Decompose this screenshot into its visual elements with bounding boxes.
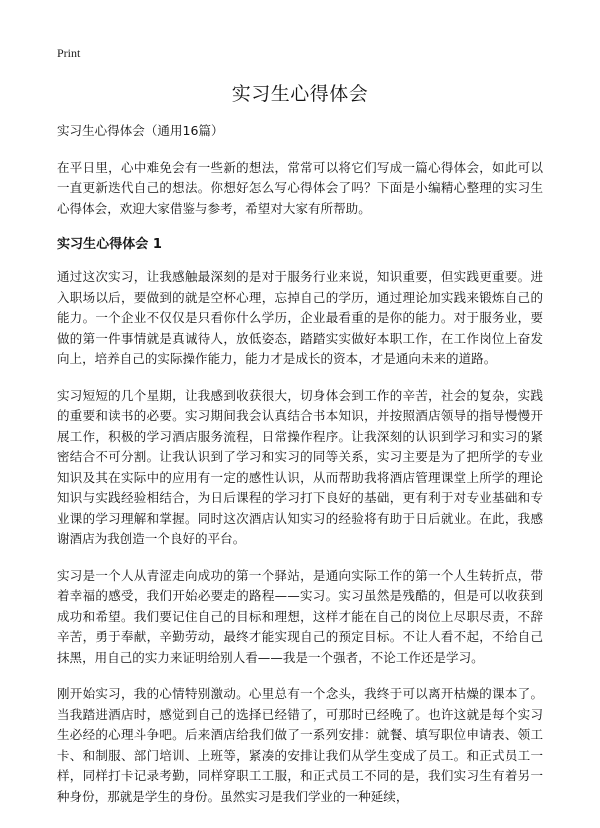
- document-body: [57, 121, 543, 823]
- intro-paragraph: 在平日里，心中难免会有一些新的想法，常常可以将它们写成一篇心得体会，如此可以一直更新迭代自己的想法。你想好怎么写心得体会了吗？下面是小编精心整理的实习生心得体会，欢迎大家借鉴与参考，希望对大家有所帮助。: [57, 159, 543, 216]
- section-heading: 实习生心得体会 1: [57, 237, 163, 252]
- body-paragraph-4: 刚开始实习，我的心情特别激动。心里总有一个念头，我终于可以离开枯燥的课本了。当我踏进酒店时，感觉到自己的选择已经错了，可那时已经晚了。也许这就是每个实习生必经的心理斗争吧。后来酒店给我们做了一系列安排：就餐、填写职位申请表、领工卡、和制服、部门培训、上班等，紧凑的安排让我们从学生变成了员工。和正式员工一样，同样打卡记录考勤，同样穿职工工服，和正式员工不同的是，我们实习生有着另一种身份，那就是学生的身份。虽然实习是我们学业的一种延续，: [57, 686, 543, 804]
- print-link[interactable]: Print: [57, 46, 81, 60]
- body-paragraph-2: 实习短短的几个星期，让我感到收获很大，切身体会到工作的辛苦，社会的复杂，实践的重要和读书的必要。实习期间我会认真结合书本知识，并按照酒店领导的指导慢慢开展工作，积极的学习酒店服务流程，日常操作程序。让我深刻的认识到学习和实习的紧密结合不可分割。让我认识到了学习和实习的同等关系，实习主要是为了把所学的专业知识及其在实际中的应用有一定的感性认识，从而帮助我将酒店管理课堂上所学的理论知识与实践经验相结合，为日后课程的学习打下良好的基础，更有利于对专业基础和专业课的学习理解和掌握。同时这次酒店认知实习的经验将有助于日后就业。在此，我感谢酒店为我创造一个良好的平台。: [57, 387, 543, 546]
- document-subtitle: 实习生心得体会（通用16篇）: [57, 123, 224, 138]
- body-paragraph-1: 通过这次实习，让我感触最深刻的是对于服务行业来说，知识重要，但实践更重要。进入职场以后，要做到的就是空杯心理，忘掉自己的学历，通过理论加实践来锻炼自己的能力。一个企业不仅仅是只看你什么学历，企业最看重的是你的能力。对于服务业，要做的第一件事情就是真诚待人，放低姿态，踏踏实实做好本职工作，在工作岗位上奋发向上，培养自己的实际操作能力，能力才是成长的资本，才是通向未来的道路。: [57, 269, 543, 366]
- document-title: 实习生心得体会: [231, 83, 369, 105]
- body-paragraph-3: 实习是一个人从青涩走向成功的第一个驿站，是通向实际工作的第一个人生转折点，带着幸福的感受，我们开始必要走的路程——实习。实习虽然是残酷的，但是可以收获到成功和希望。我们要记住自己的目标和理想，这样才能在自己的岗位上尽职尽责，不辞辛苦，勇于奉献，辛勤劳动，最终才能实现自己的预定目标。不让人看不起，不给自己抹黑，用自己的实力来证明给别人看——我是一个强者，不论工作还是学习。: [57, 567, 543, 665]
